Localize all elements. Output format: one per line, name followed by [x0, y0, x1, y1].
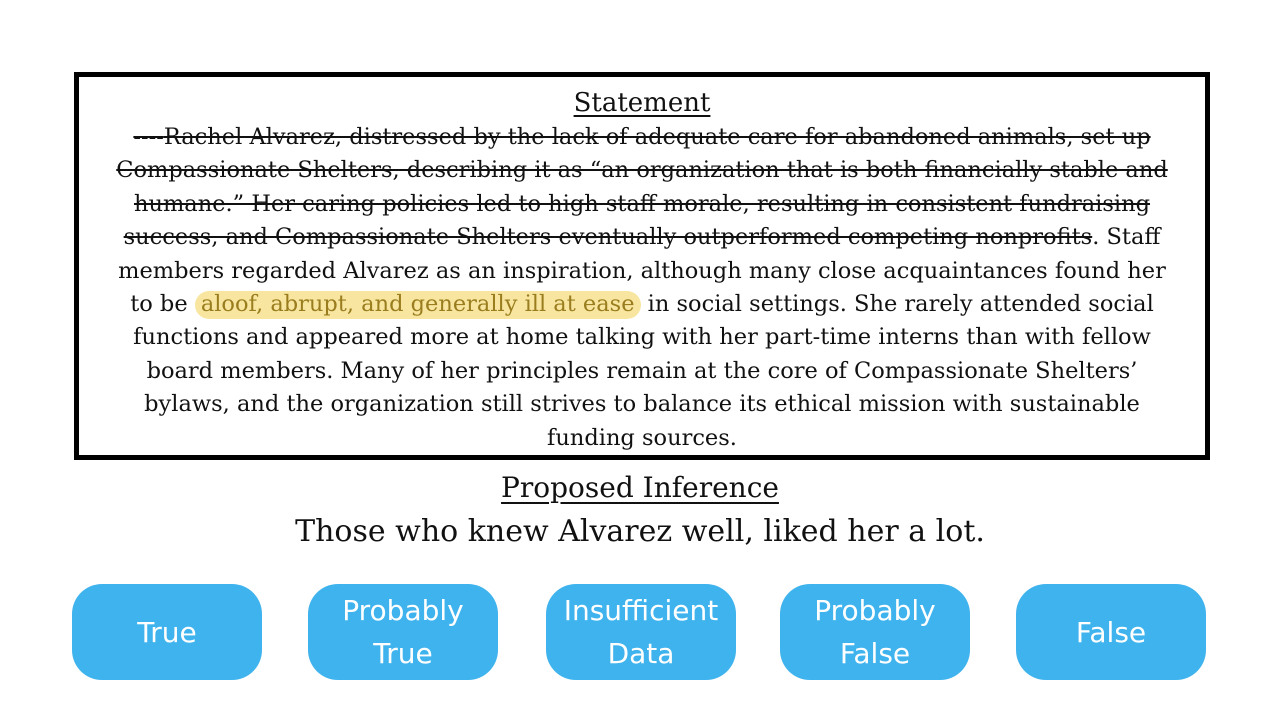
- true-button[interactable]: True: [72, 584, 262, 680]
- struck-text: Rachel Alvarez, distressed by the lack of adequate care for abandoned animals, set up Compassionate Shelters, describing it as “an organization that is both financially stable and humane.” Her caring policies led to high staff morale, resulting in consistent fundraising success, and Compassionate Shelters eventually outperformed competing nonprofits: [116, 124, 1168, 251]
- statement-box: [74, 72, 1210, 460]
- highlighted-phrase: aloof, abrupt, and generally ill at ease: [195, 291, 641, 319]
- statement-text-part-2: in social settings. She rarely attended social functions and appeared more at home talking with her part-time interns than with fellow board members. Many of her principles remain at the core of Compassionate Shelters’ bylaws, and the organization still strives to balance its ethical mission with sustainable funding sources.: [133, 291, 1154, 451]
- inference-title: Proposed Inference: [501, 471, 779, 504]
- struck-dashes-lead: ----: [133, 124, 164, 150]
- statement-title: Statement: [573, 88, 711, 118]
- insufficient-data-button[interactable]: Insufficient Data: [546, 584, 736, 680]
- false-button[interactable]: False: [1016, 584, 1206, 680]
- probably-false-button[interactable]: Probably False: [780, 584, 970, 680]
- statement-text-part-1: . Staff members regarded Alvarez as an inspiration, although many close acquaintances found her to be: [118, 224, 1166, 318]
- probably-true-button[interactable]: Probably True: [308, 584, 498, 680]
- statement-body: [105, 121, 1179, 455]
- inference-text: Those who knew Alvarez well, liked her a lot.: [295, 514, 985, 549]
